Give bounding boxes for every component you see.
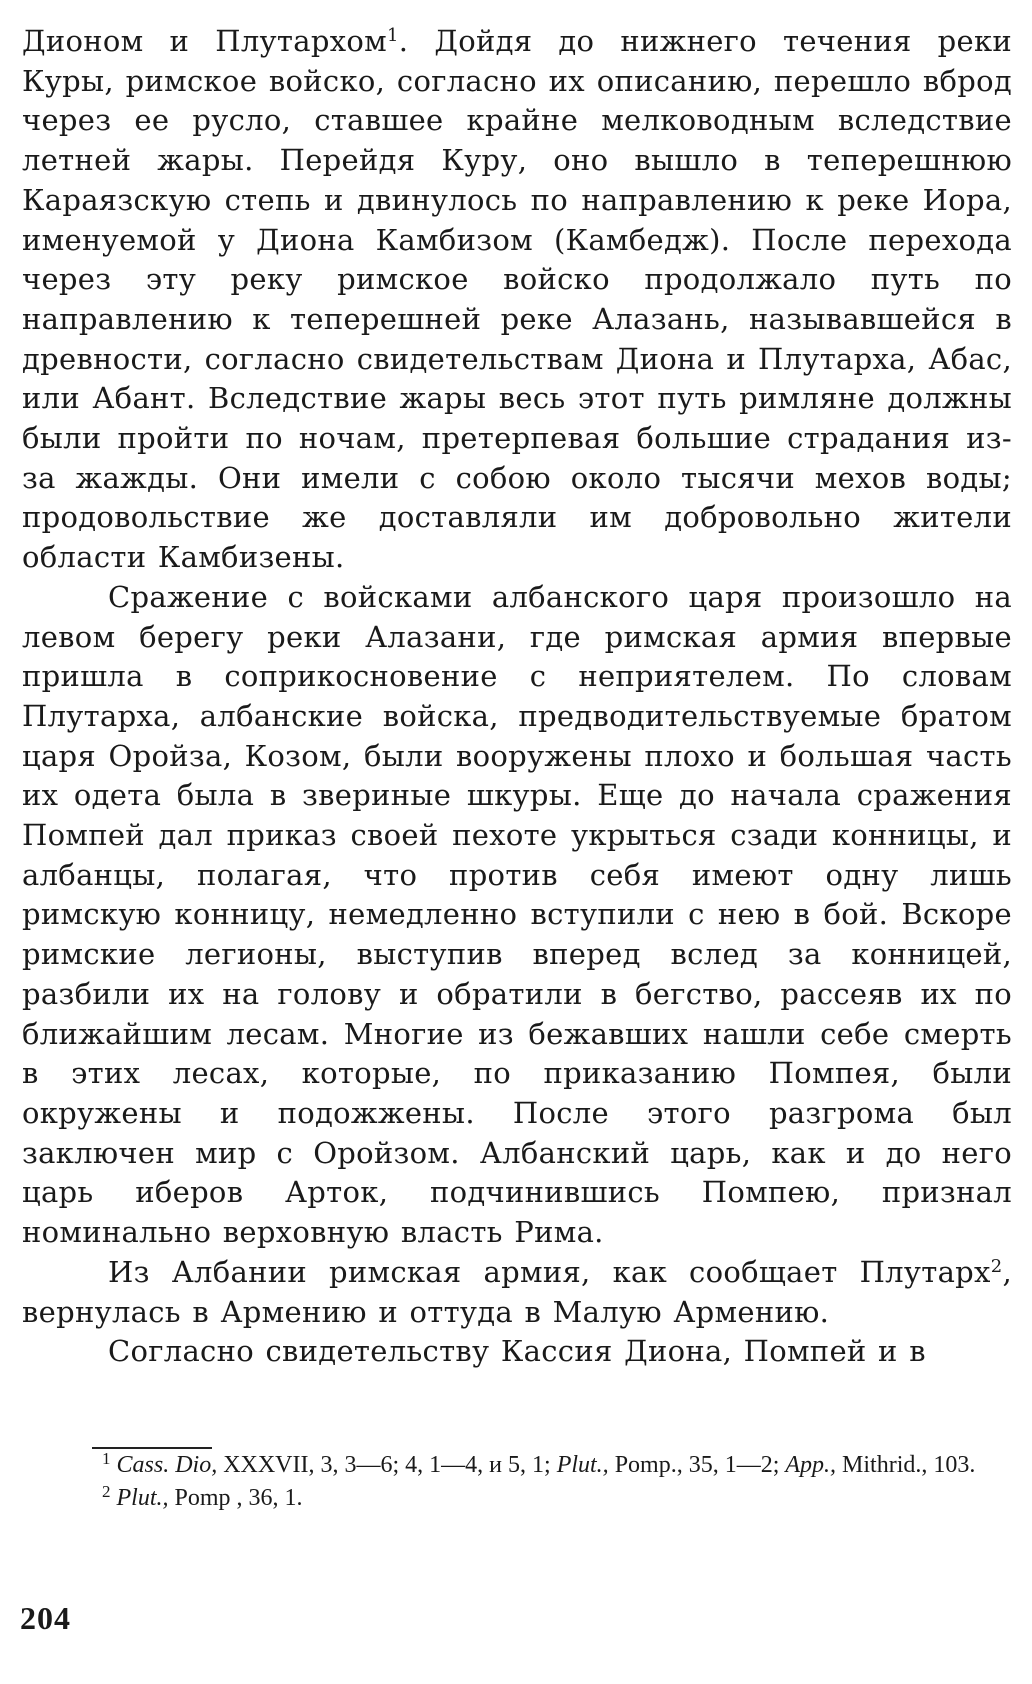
footnote-1-author-dio: Cass. Dio, [116, 1452, 218, 1478]
page-body [22, 22, 1012, 1372]
footnote-1 [22, 1449, 1012, 1482]
footnote-2-author-plut: Plut., [116, 1485, 169, 1511]
footnote-2 [22, 1482, 1012, 1515]
footnote-1-text-b: Pomp., 35, 1—2; [608, 1452, 786, 1478]
paragraph-1-text-start: Дионом и Плутархом [22, 24, 387, 58]
footnote-ref-1[interactable]: 1 [386, 25, 399, 46]
footnote-1-author-app: App., [785, 1452, 837, 1478]
footnote-1-text-a: XXXVII, 3, 3—6; 4, 1—4, и 5, 1; [217, 1452, 557, 1478]
paragraph-1 [22, 22, 1012, 578]
footnote-1-text-c: Mithrid., 103. [836, 1452, 976, 1478]
footnote-ref-2[interactable]: 2 [990, 1255, 1003, 1277]
page-number: 204 [20, 1600, 71, 1636]
paragraph-4: Согласно свидетельству Кассия Диона, Помпей и в [108, 1334, 926, 1369]
footnote-1-author-plut: Plut., [556, 1452, 609, 1478]
footnote-2-text: Pomp , 36, 1. [168, 1485, 303, 1511]
footnote-1-number: 1 [102, 1449, 111, 1468]
footnote-2-number: 2 [102, 1482, 111, 1501]
paragraph-3 [22, 1253, 1012, 1332]
paragraph-1-text-end: . Дойдя до нижнего течения реки Куры, римское войско, согласно их описанию, перешло вброд через ее русло, ставшее крайне мелководным вследствие летней жары. Перейдя Куру, оно вышло в теперешнюю Караязскую степь и двинулось по направлению к реке Иора, именуемой у Диона Камбизом (Камбедж). После перехода через эту реку римское войско продолжало путь по направлению к теперешней реке Алазань, называвшейся в древности, согласно свидетельствам Диона и Плутарха, Абас, или Абант. Вследствие жары весь этот путь римляне должны были пройти по ночам, претерпевая большие страдания из-за жажды. Они имели с собою около тысячи мехов воды; продовольствие же доставляли им добровольно жители области Камбизены. [22, 24, 1012, 575]
paragraph-2: Сражение с войсками албанского царя произошло на левом берегу реки Алазани, где римская армия впервые пришла в соприкосновение с неприятелем. По словам Плутарха, албанские войска, предводительствуемые братом царя Оройза, Козом, были вооружены плохо и большая часть их одета была в звериные шкуры. Еще до начала сражения Помпей дал приказ своей пехоте укрыться сзади конницы, и албанцы, полагая, что против себя имеют одну лишь римскую конницу, немедленно вступили с нею в бой. Вскоре римские легионы, выступив вперед вслед за конницей, разбили их на голову и обратили в бегство, рассеяв их по ближайшим лесам. Многие из бежавших нашли себе смерть в этих лесах, которые, по приказанию Помпея, были окружены и подожжены. После этого разгрома был заключен мир с Оройзом. Албанский царь, как и до него царь иберов Арток, подчинившись Помпею, признал номинально верховную власть Рима. [22, 579, 1012, 1250]
paragraph-3-text-start: Из Албании римская армия, как сообщает Плутарх [108, 1254, 991, 1289]
footnotes-section [22, 1447, 1012, 1515]
paragraph-3-text-end: , вернулась в Армению и оттуда в Малую Армению. [22, 1254, 1012, 1329]
